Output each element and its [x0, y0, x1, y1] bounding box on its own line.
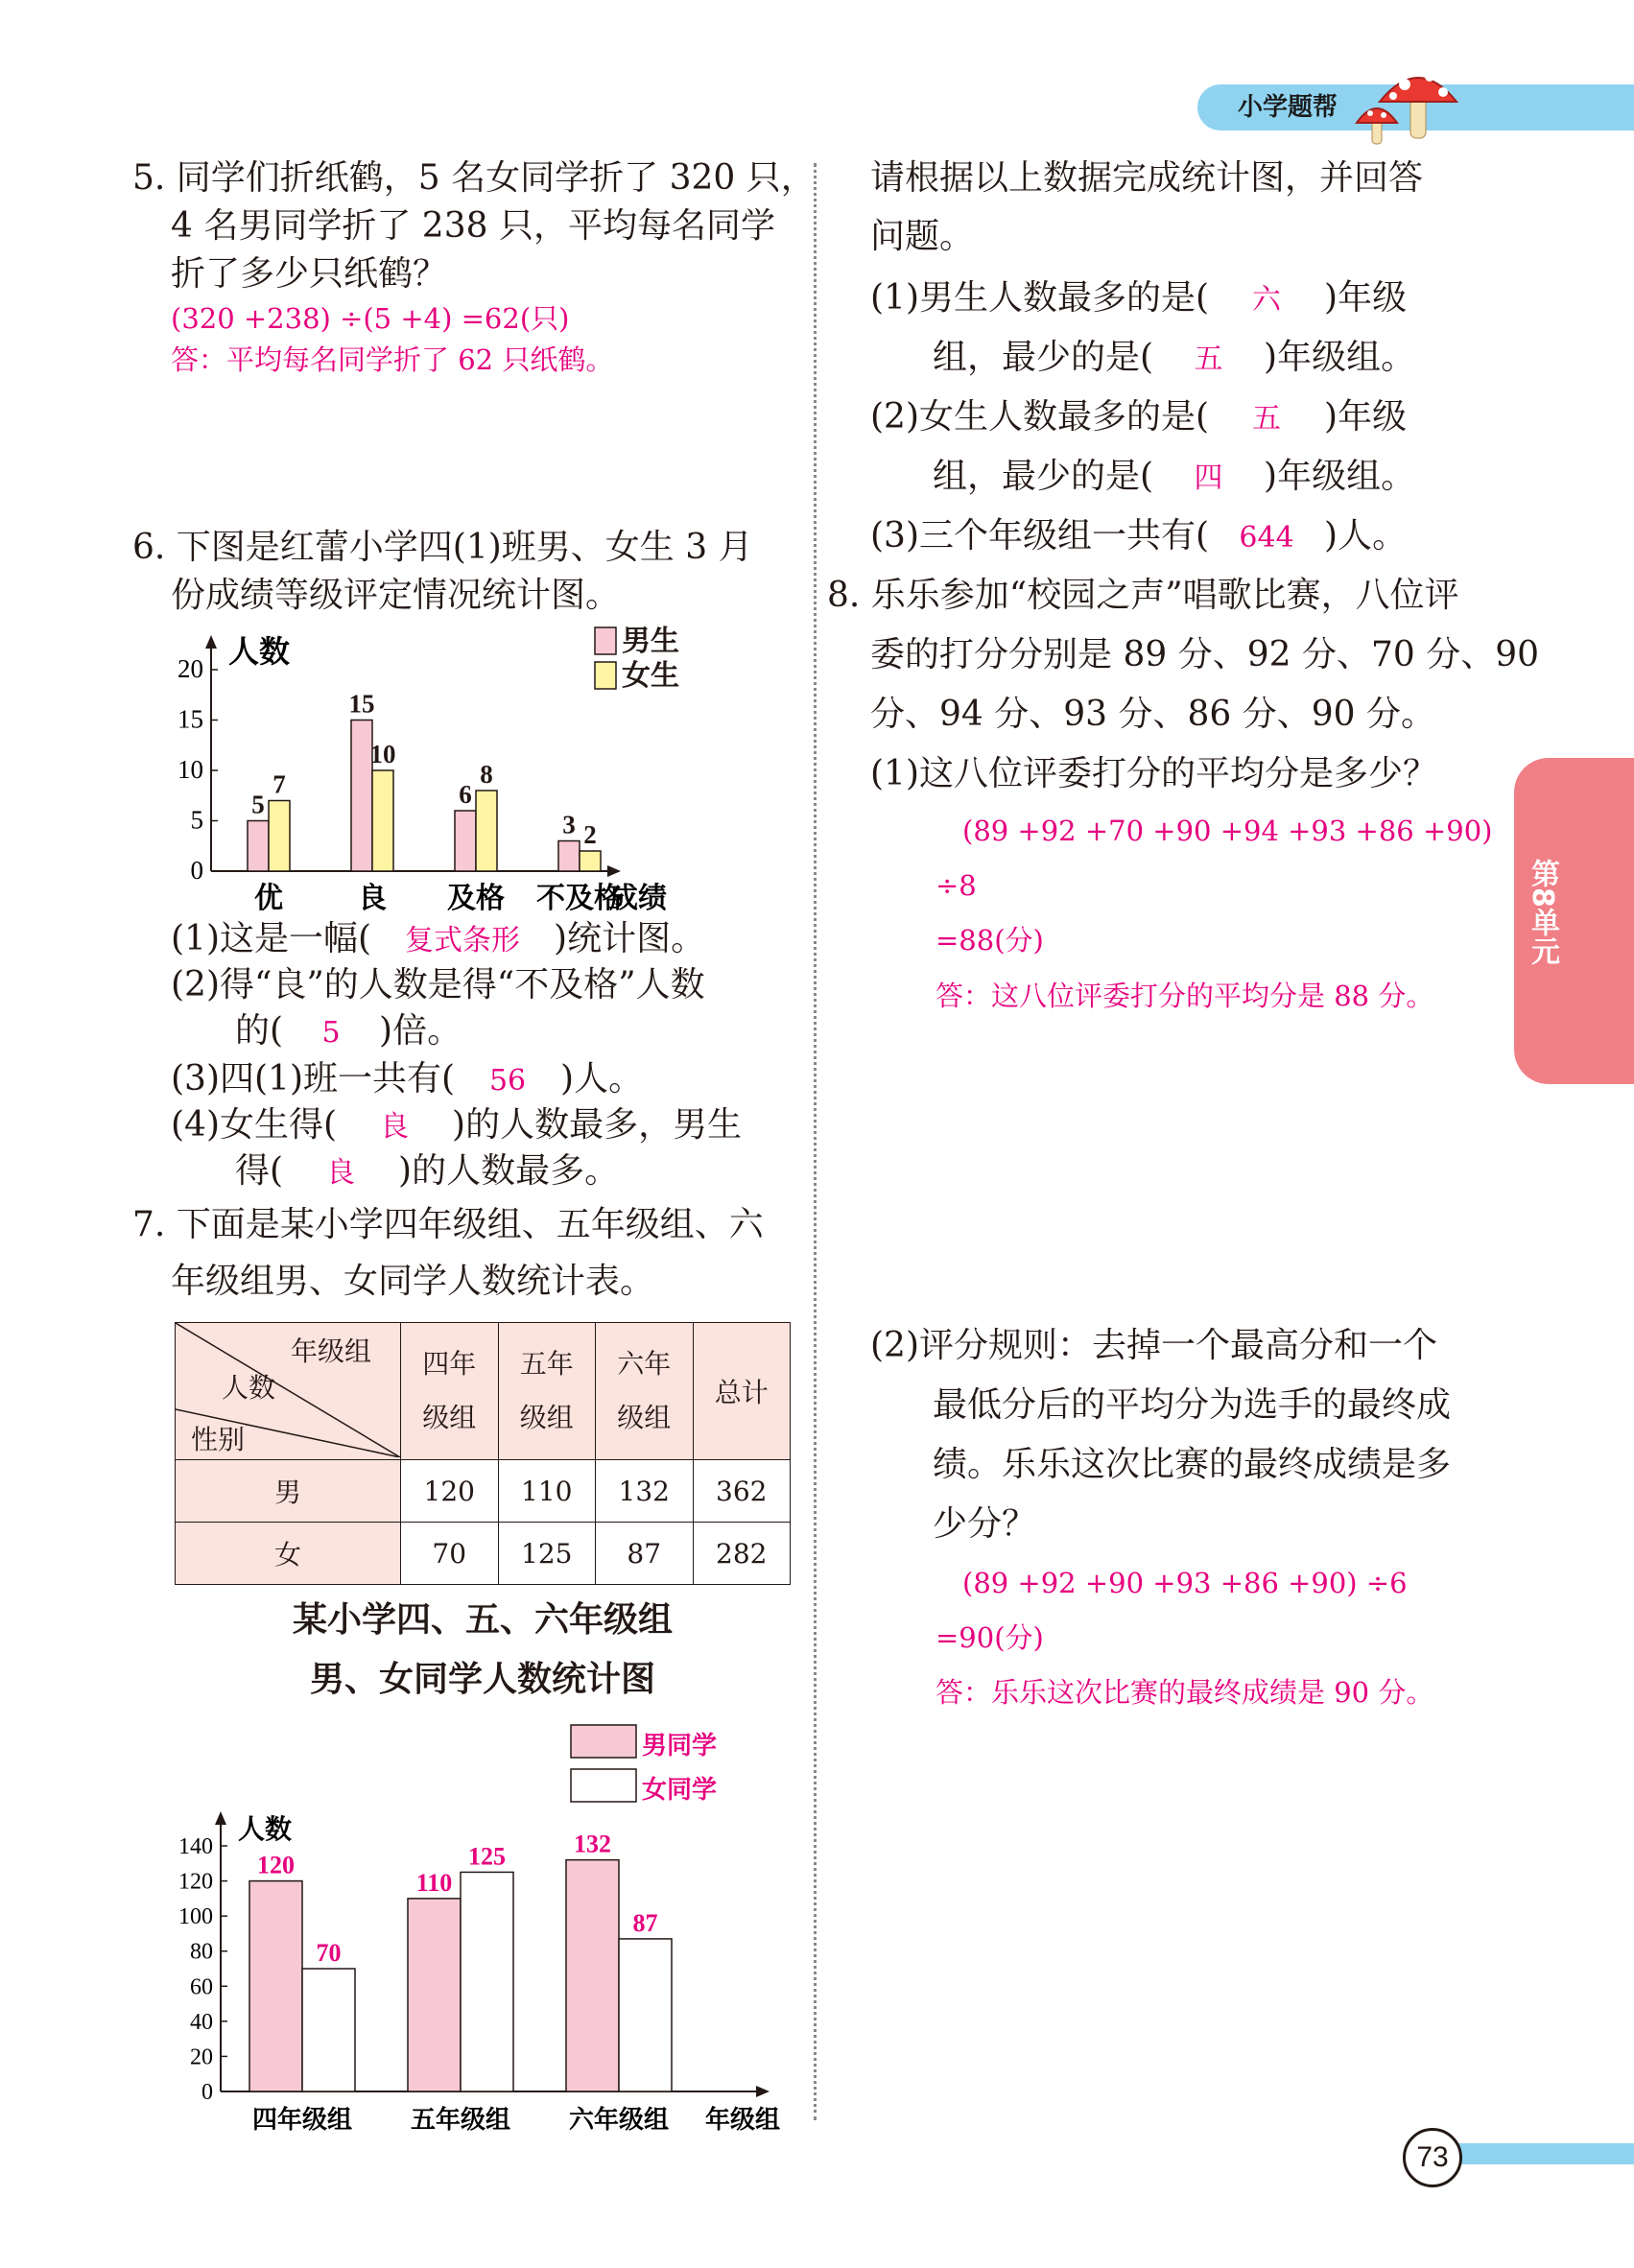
- y-tick-label: 100: [178, 1904, 213, 1930]
- q8-answer1-4: 答：这八位评委打分的平均分是 88 分。: [935, 980, 1434, 1012]
- q7-part-3: (3)三个年级组一共有( 644 )人。: [870, 516, 1408, 555]
- bar: [461, 1872, 513, 2091]
- q7-line-1: 7. 下面是某小学四年级组、五年级组、六: [132, 1205, 764, 1244]
- y-axis-label: 人数: [228, 633, 291, 670]
- bar: [566, 1860, 619, 2091]
- data-label: 7: [272, 769, 286, 799]
- q7-part-1b: 组，最少的是( 五 )年级组。: [933, 338, 1416, 377]
- x-tick-label: 优: [254, 882, 283, 915]
- x-axis-label: 年级组: [705, 2106, 781, 2135]
- q8-line-2: 委的打分分别是 89 分、92 分、70 分、90: [870, 635, 1540, 674]
- y-tick-label: 15: [178, 704, 203, 734]
- y-tick-label: 0: [190, 856, 203, 885]
- q8-line-1: 8. 乐乐参加“校园之声”唱歌比赛，八位评: [827, 576, 1459, 615]
- data-label: 2: [583, 820, 597, 849]
- data-label: 10: [369, 740, 396, 768]
- chart2-title-2: 男、女同学人数统计图: [309, 1660, 655, 1699]
- x-axis-arrow: [607, 865, 621, 877]
- bar: [249, 1881, 302, 2091]
- page-number: 73: [1403, 2128, 1462, 2187]
- data-label: 87: [632, 1908, 658, 1937]
- legend-label: 男生: [622, 625, 679, 658]
- q8-part-2-2: 最低分后的平均分为选手的最终成: [933, 1385, 1452, 1425]
- q8-answer1-1: (89 +92 +70 +90 +94 +93 +86 +90): [962, 815, 1493, 847]
- bar: [269, 801, 290, 872]
- y-tick-label: 40: [190, 2009, 213, 2035]
- q6-line-1: 6. 下图是红蕾小学四(1)班男、女生 3 月: [132, 528, 753, 567]
- q8-answer2-3: 答：乐乐这次比赛的最终成绩是 90 分。: [935, 1676, 1434, 1709]
- q5-answer-2: 答：平均每名同学折了 62 只纸鹤。: [171, 343, 614, 376]
- y-tick-label: 80: [190, 1939, 213, 1965]
- bar: [372, 770, 393, 871]
- data-label: 5: [251, 790, 265, 819]
- x-tick-label: 六年级组: [568, 2106, 670, 2135]
- q7-part-2: (2)女生人数最多的是( 五 )年级: [870, 397, 1408, 437]
- data-label: 3: [562, 810, 576, 839]
- student-bar-chart: [163, 1708, 796, 2139]
- unit-tab-label: 第8单元: [1526, 859, 1559, 965]
- bar: [408, 1899, 461, 2091]
- header-title: 小学题帮: [1238, 93, 1338, 122]
- y-axis-arrow: [205, 635, 217, 649]
- table-header: 六年 级组: [596, 1323, 694, 1460]
- y-tick-label: 20: [178, 654, 203, 683]
- q8-part-1: (1)这八位评委打分的平均分是多少？: [870, 754, 1437, 793]
- x-axis-arrow: [756, 2086, 770, 2097]
- q8-answer2-2: =90(分): [935, 1621, 1044, 1654]
- grade-bar-chart: [163, 624, 739, 921]
- q7-cont-1: 请根据以上数据完成统计图，并回答: [870, 158, 1424, 198]
- q5-line-3: 折了多少只纸鹤？: [171, 254, 448, 294]
- y-axis-label: 人数: [238, 1813, 293, 1845]
- q7-cont-2: 问题。: [870, 217, 975, 256]
- bar: [476, 791, 497, 871]
- y-tick-label: 10: [178, 755, 203, 784]
- y-tick-label: 60: [190, 1974, 213, 2000]
- legend-swatch: [595, 627, 616, 654]
- y-axis-arrow: [215, 1811, 226, 1825]
- bar: [302, 1969, 355, 2091]
- data-label: 6: [459, 780, 472, 809]
- y-tick-label: 20: [190, 2044, 213, 2070]
- legend-label: 女生: [622, 659, 679, 693]
- x-axis-label: 成绩: [609, 882, 667, 915]
- chart2-title-1: 某小学四、五、六年级组: [292, 1600, 673, 1640]
- q8-answer2-1: (89 +92 +90 +93 +86 +90) ÷6: [962, 1567, 1408, 1599]
- q8-answer1-3: =88(分): [935, 924, 1044, 957]
- q5-answer-1: (320 +238) ÷(5 +4) =62(只): [171, 302, 570, 335]
- bar: [455, 811, 476, 871]
- bar: [619, 1939, 672, 2091]
- data-label: 70: [316, 1939, 342, 1967]
- q7-part-2b: 组，最少的是( 四 )年级组。: [933, 457, 1416, 496]
- bar: [580, 851, 601, 871]
- bar: [558, 841, 580, 872]
- q6-part-4: (4)女生得( 良 )的人数最多，男生: [171, 1105, 743, 1145]
- data-label: 8: [480, 760, 493, 789]
- q8-part-2-3: 绩。乐乐这次比赛的最终成绩是多: [933, 1445, 1452, 1484]
- table-row: 女 70 125 87 282: [176, 1523, 791, 1585]
- y-tick-label: 0: [201, 2080, 213, 2105]
- q8-line-3: 分、94 分、93 分、86 分、90 分。: [870, 695, 1436, 734]
- q8-part-2-4: 少分？: [933, 1504, 1037, 1544]
- legend-label: 男同学: [642, 1732, 718, 1760]
- table-corner: 年级组 人数 性别: [176, 1323, 401, 1460]
- table-header: 四年 级组: [401, 1323, 499, 1460]
- data-label: 120: [257, 1851, 295, 1879]
- column-divider: [814, 163, 817, 2120]
- q6-part-3: (3)四(1)班一共有( 56 )人。: [171, 1059, 644, 1099]
- q7-line-2: 年级组男、女同学人数统计表。: [171, 1262, 655, 1301]
- x-tick-label: 良: [358, 882, 387, 915]
- q8-part-2-1: (2)评分规则：去掉一个最高分和一个: [870, 1326, 1437, 1365]
- q5-line-2: 4 名男同学折了 238 只，平均每名同学: [171, 206, 775, 246]
- mushroom-icon: [1343, 56, 1468, 152]
- y-tick-label: 120: [178, 1869, 213, 1895]
- table-header: 五年 级组: [498, 1323, 596, 1460]
- legend-swatch: [571, 1725, 636, 1758]
- q5-line-1: 5. 同学们折纸鹤，5 名女同学折了 320 只，: [132, 158, 816, 198]
- x-tick-label: 及格: [447, 882, 505, 915]
- legend-swatch: [571, 1769, 636, 1802]
- q6-part-2: (2)得“良”的人数是得“不及格”人数: [171, 965, 705, 1004]
- table-row: 男 120 110 132 362: [176, 1460, 791, 1523]
- q6-part-1: (1)这是一幅( 复式条形 )统计图。: [171, 919, 706, 958]
- q6-part-4b: 得( 良 )的人数最多。: [235, 1151, 620, 1191]
- q7-part-1: (1)男生人数最多的是( 六 )年级: [870, 278, 1408, 318]
- legend-label: 女同学: [642, 1776, 718, 1805]
- q6-line-2: 份成绩等级评定情况统计图。: [171, 576, 621, 615]
- data-label: 15: [348, 689, 375, 719]
- x-tick-label: 五年级组: [410, 2106, 511, 2135]
- x-tick-label: 不及格: [536, 882, 623, 915]
- q8-answer1-2: ÷8: [935, 869, 977, 902]
- y-tick-label: 5: [190, 805, 203, 835]
- bar: [248, 821, 269, 872]
- table-header: 总计: [693, 1323, 791, 1460]
- x-tick-label: 四年级组: [251, 2106, 353, 2135]
- q6-part-2b: 的( 5 )倍。: [235, 1011, 462, 1051]
- student-count-table: [175, 1322, 791, 1585]
- legend-swatch: [595, 662, 616, 689]
- data-label: 110: [415, 1868, 453, 1897]
- data-label: 125: [468, 1842, 506, 1871]
- data-label: 132: [574, 1830, 611, 1858]
- y-tick-label: 140: [178, 1834, 213, 1859]
